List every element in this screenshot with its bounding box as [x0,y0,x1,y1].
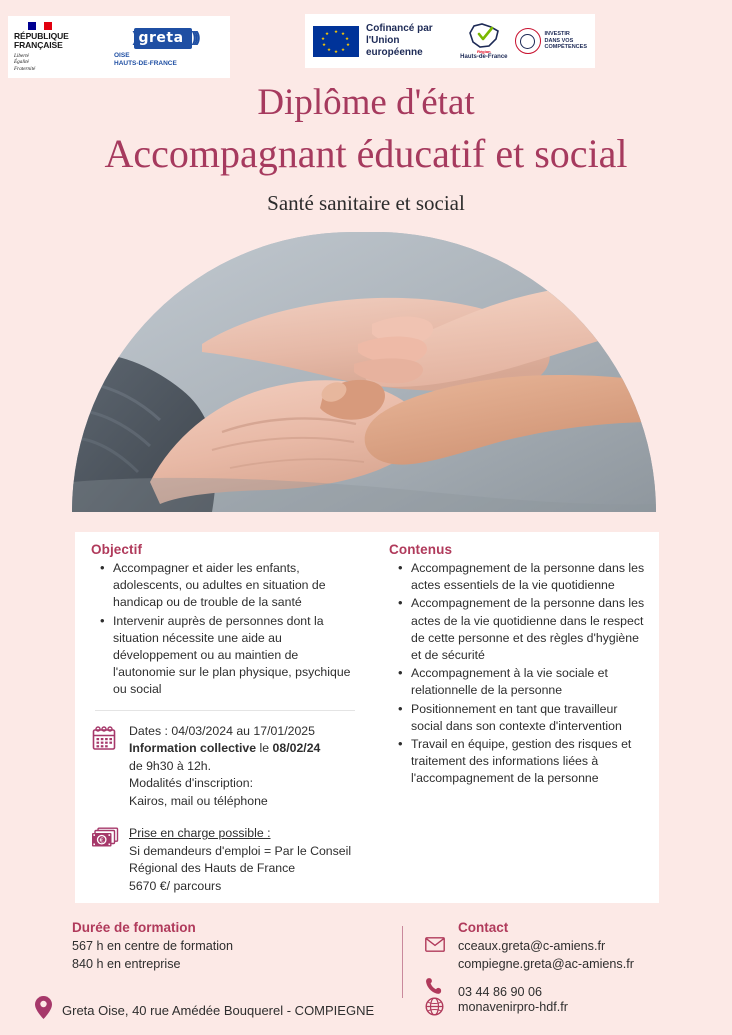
info-collective-label: Information collective [129,741,257,756]
contenus-heading: Contenus [389,542,453,557]
investir-competences-logo [515,28,587,54]
greta-wordmark: greta [134,28,191,49]
region-caption1: Région [477,49,491,54]
objectif-divider [95,710,355,711]
dates-text [129,723,320,811]
contenus-column [375,532,659,903]
rf-line1: RÉPUBLIQUE [14,30,69,41]
greta-logo [106,28,224,67]
email-row [425,937,725,973]
contact-block [425,920,725,1021]
website-url[interactable]: monavenirpro-hdf.fr [458,1000,568,1014]
region-caption2: Hauts-de-France [460,54,508,60]
investir-line2: DANS VOS [544,37,574,44]
financement-text [129,825,351,895]
footer-divider [402,926,403,998]
objectif-column [75,532,375,903]
financement-title: Prise en charge possible : [129,826,271,841]
investir-text [545,31,587,51]
money-icon [91,825,129,895]
globe-icon [425,997,458,1021]
page-subtitle: Santé sanitaire et social [267,191,465,215]
duree-line2: 840 h en entreprise [72,957,181,971]
greta-left-chevron-icon: ) [132,29,135,46]
list-item: • Accompagnement de la personne dans les actes de la vie quotidienne dans le respect de cette personne et des règles d'hygiène et de sécurité [397,595,645,664]
list-item: • Intervenir auprès de personnes dont la situation nécessite une aide au développement ou au maintien de l'autonomie sur le plan physique, psychique ou social [99,613,361,699]
svg-text:€: € [99,836,104,845]
website-row [425,997,725,1021]
contact-heading: Contact [458,920,509,935]
list-item: • Travail en équipe, gestion des risques et traitement des informations liées à l'accompagnement de la personne [397,736,645,788]
info-collective-date: 08/02/24 [272,741,321,756]
eu-text-line1: Cofinancé par [366,23,433,34]
location-pin-icon [34,995,53,1025]
eu-funding-logo-box [305,14,595,68]
republique-greta-logo-box [8,16,230,78]
dates-line5: Kairos, mail ou téléphone [129,793,268,808]
email-texts [458,937,634,973]
email-primary[interactable]: cceaux.greta@c-amiens.fr [458,939,606,953]
phone-number[interactable]: 03 44 86 90 06 [458,985,543,999]
financement-line1: Si demandeurs d'emploi = Par le Conseil [129,843,352,858]
greta-sub-oise: OISE [114,51,130,59]
list-item: • Positionnement en tant que travailleur social dans son contexte d'intervention [397,701,645,735]
rf-line2: FRANÇAISE [14,40,63,51]
logo-bar [0,10,732,78]
republique-francaise-logo [14,22,106,72]
calendar-icon [91,723,129,811]
french-flag-icon [28,22,52,30]
mail-icon [425,937,458,957]
info-collective-mid: le [256,741,273,756]
dates-line3: de 9h30 à 12h. [129,758,212,773]
investir-line1: INVESTIR [544,31,570,38]
objectif-list [99,560,361,699]
eu-funding-text [366,23,453,59]
eu-text-line2: l'Union européenne [366,35,423,58]
address-row [34,995,374,1025]
duree-heading: Durée de formation [72,920,196,935]
page-title-line2: Accompagnant éducatif et social [104,131,628,176]
duree-line1: 567 h en centre de formation [72,939,234,953]
rf-motto3: Fraternité [14,65,36,72]
rf-motto2: Égalité [14,59,29,66]
rf-motto1: Liberté [14,52,29,59]
dates-block [91,723,361,811]
financement-block [91,825,361,895]
list-item: • Accompagnement de la personne dans les actes essentiels de la vie quotidienne [397,560,645,594]
list-item: • Accompagnement à la vie sociale et relationnelle de la personne [397,665,645,699]
address-text: Greta Oise, 40 rue Amédée Bouquerel - COMPIEGNE [62,1002,375,1018]
content-card [75,532,659,903]
greta-right-chevron-icon: ))) [191,29,198,46]
dates-line4: Modalités d'inscription: [129,776,254,791]
greta-wordmark-row [132,28,197,49]
region-hauts-de-france-logo [460,22,507,60]
financement-line3: 5670 €/ parcours [129,878,222,893]
hero-illustration [72,232,656,512]
contenus-list [397,560,645,788]
duree-block [72,920,382,973]
greta-sub-hdf: HAUTS-DE-FRANCE [114,59,177,67]
page-title-line1: Diplôme d'état [257,82,475,123]
financement-line2: Régional des Hauts de France [129,861,296,876]
dates-line2 [129,740,320,758]
objectif-heading: Objectif [91,542,143,557]
dates-line1: Dates : 04/03/2024 au 17/01/2025 [129,723,315,738]
investir-seal-icon [515,28,541,54]
european-union-flag-icon: ★ ★ ★ ★ ★ ★ ★ ★ ★ ★ [313,26,359,57]
hero-image [72,232,656,512]
region-map-icon [467,22,501,49]
email-secondary[interactable]: compiegne.greta@ac-amiens.fr [458,957,634,971]
investir-line3: COMPÉTENCES [544,44,587,51]
list-item: • Accompagner et aider les enfants, adolescents, ou adultes en situation de handicap ou de trouble de la santé [99,560,361,612]
